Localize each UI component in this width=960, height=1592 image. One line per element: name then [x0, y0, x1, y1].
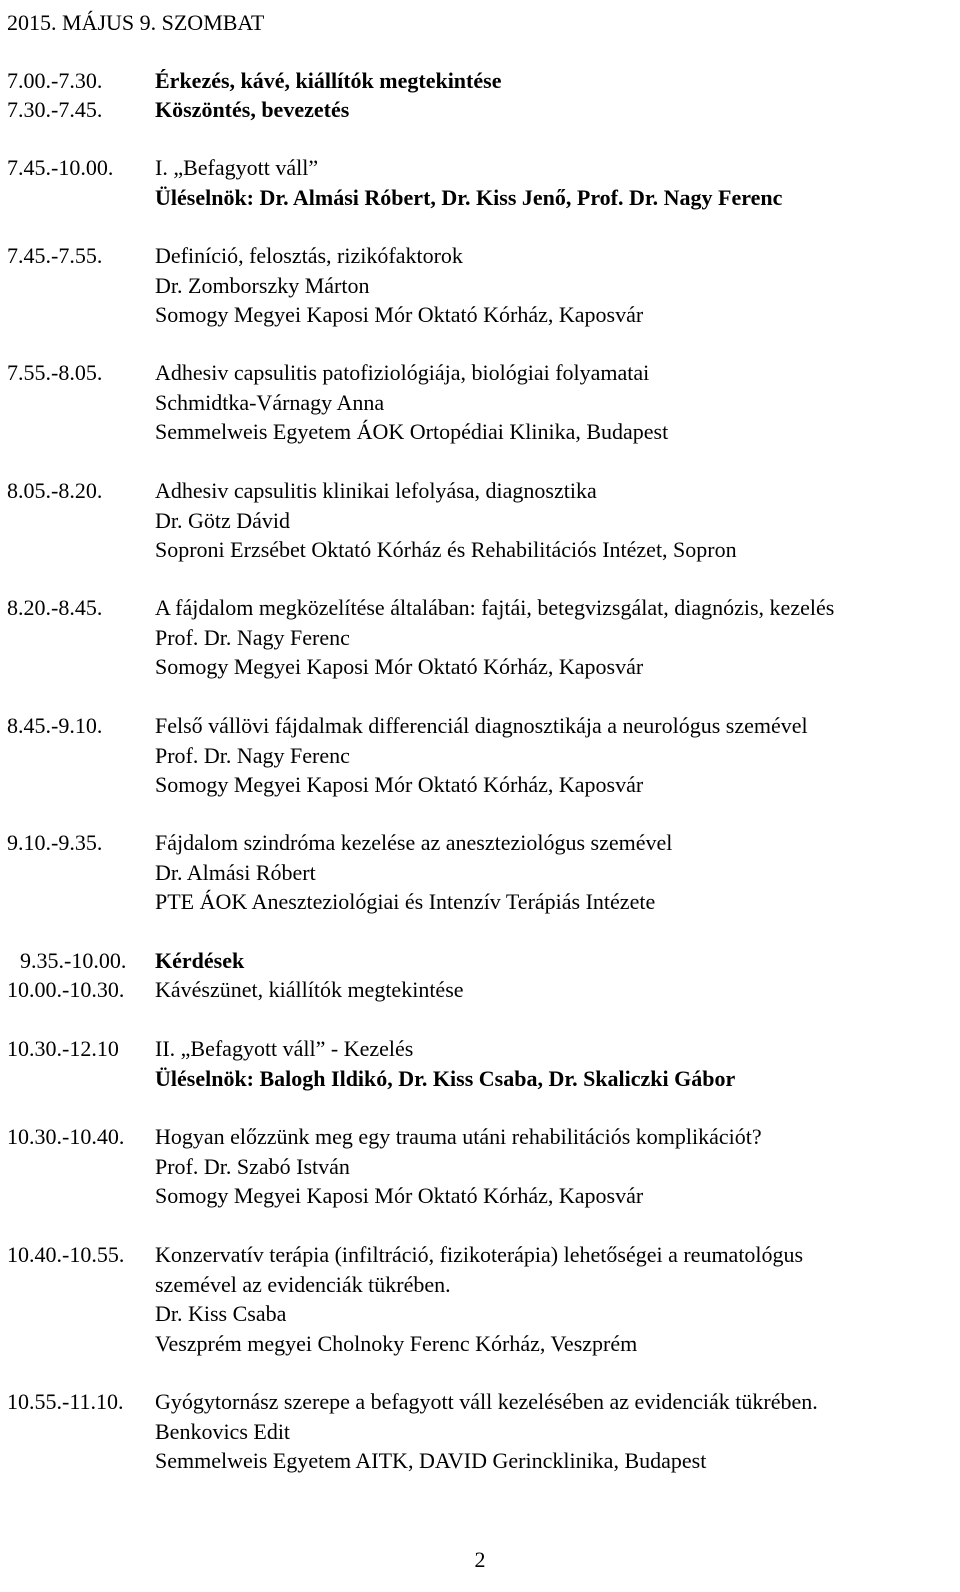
speaker-affiliation: Semmelweis Egyetem AITK, DAVID Gerincklinika, Budapest — [155, 1448, 707, 1474]
schedule-time: 10.40.-10.55. — [7, 1242, 125, 1267]
schedule-time: 10.30.-10.40. — [7, 1124, 125, 1149]
speaker-affiliation: Somogy Megyei Kaposi Mór Oktató Kórház, Kaposvár — [155, 1183, 644, 1209]
schedule-time: 9.35.-10.00. — [20, 948, 127, 973]
speaker-name: Dr. Almási Róbert — [155, 859, 316, 885]
date-heading: 2015. MÁJUS 9. SZOMBAT — [7, 10, 265, 35]
session-chairs: Üléselnök: Balogh Ildikó, Dr. Kiss Csaba, Dr. Skaliczki Gábor — [155, 1065, 736, 1091]
page-number: 2 — [474, 1547, 486, 1572]
speaker-affiliation: PTE ÁOK Aneszteziológiai és Intenzív Terápiás Intézete — [155, 889, 656, 915]
session-chairs: Üléselnök: Dr. Almási Róbert, Dr. Kiss Jenő, Prof. Dr. Nagy Ferenc — [155, 184, 783, 210]
schedule-time: 7.55.-8.05. — [7, 360, 103, 385]
schedule-time: 8.05.-8.20. — [7, 478, 103, 503]
schedule-time: 8.20.-8.45. — [7, 595, 103, 620]
session-title: II. „Befagyott váll” - Kezelés — [155, 1036, 414, 1061]
session-title: Kérdések — [155, 948, 245, 973]
speaker-affiliation: Somogy Megyei Kaposi Mór Oktató Kórház, Kaposvár — [155, 302, 644, 328]
talk-title: Fájdalom szindróma kezelése az aneszteziológus szemével — [155, 830, 673, 855]
speaker-name: Schmidtka-Várnagy Anna — [155, 389, 385, 415]
talk-title: Gyógytornász szerepe a befagyott váll kezelésében az evidenciák tükrében. — [155, 1389, 818, 1414]
speaker-name: Dr. Götz Dávid — [155, 507, 291, 533]
schedule-time: 10.00.-10.30. — [7, 977, 125, 1002]
speaker-affiliation: Somogy Megyei Kaposi Mór Oktató Kórház, Kaposvár — [155, 772, 644, 798]
schedule-time: 7.30.-7.45. — [7, 97, 103, 122]
speaker-affiliation: Veszprém megyei Cholnoky Ferenc Kórház, Veszprém — [155, 1330, 638, 1356]
talk-title: Konzervatív terápia (infiltráció, fizikoterápia) lehetőségei a reumatológus — [155, 1242, 804, 1267]
talk-title: A fájdalom megközelítése általában: fajtái, betegvizsgálat, diagnózis, kezelés — [155, 595, 835, 620]
talk-title: Definíció, felosztás, rizikófaktorok — [155, 243, 463, 268]
talk-title: Felső vállövi fájdalmak differenciál diagnosztikája a neurológus szemével — [155, 713, 808, 738]
speaker-affiliation: Semmelweis Egyetem ÁOK Ortopédiai Klinika, Budapest — [155, 419, 669, 445]
session-title: Köszöntés, bevezetés — [155, 97, 350, 122]
session-title: Kávészünet, kiállítók megtekintése — [155, 977, 464, 1002]
speaker-name: Benkovics Edit — [155, 1418, 291, 1444]
schedule-time: 7.45.-7.55. — [7, 243, 103, 268]
speaker-name: Dr. Zomborszky Márton — [155, 272, 370, 298]
session-title: I. „Befagyott váll” — [155, 155, 319, 180]
speaker-affiliation: Soproni Erzsébet Oktató Kórház és Rehabilitációs Intézet, Sopron — [155, 537, 737, 563]
schedule-time: 8.45.-9.10. — [7, 713, 103, 738]
talk-title-continued: szemével az evidenciák tükrében. — [155, 1271, 451, 1297]
speaker-name: Prof. Dr. Nagy Ferenc — [155, 742, 350, 768]
speaker-name: Prof. Dr. Szabó István — [155, 1153, 350, 1179]
talk-title: Hogyan előzzünk meg egy trauma utáni rehabilitációs komplikációt? — [155, 1124, 762, 1149]
speaker-name: Dr. Kiss Csaba — [155, 1301, 287, 1327]
schedule-time: 10.30.-12.10 — [7, 1036, 119, 1061]
talk-title: Adhesiv capsulitis patofiziológiája, biológiai folyamatai — [155, 360, 650, 385]
speaker-name: Prof. Dr. Nagy Ferenc — [155, 624, 350, 650]
session-title: Érkezés, kávé, kiállítók megtekintése — [155, 68, 502, 93]
schedule-time: 7.00.-7.30. — [7, 68, 103, 93]
talk-title: Adhesiv capsulitis klinikai lefolyása, diagnosztika — [155, 478, 597, 503]
schedule-time: 7.45.-10.00. — [7, 155, 114, 180]
speaker-affiliation: Somogy Megyei Kaposi Mór Oktató Kórház, Kaposvár — [155, 654, 644, 680]
schedule-time: 10.55.-11.10. — [7, 1389, 124, 1414]
schedule-time: 9.10.-9.35. — [7, 830, 103, 855]
